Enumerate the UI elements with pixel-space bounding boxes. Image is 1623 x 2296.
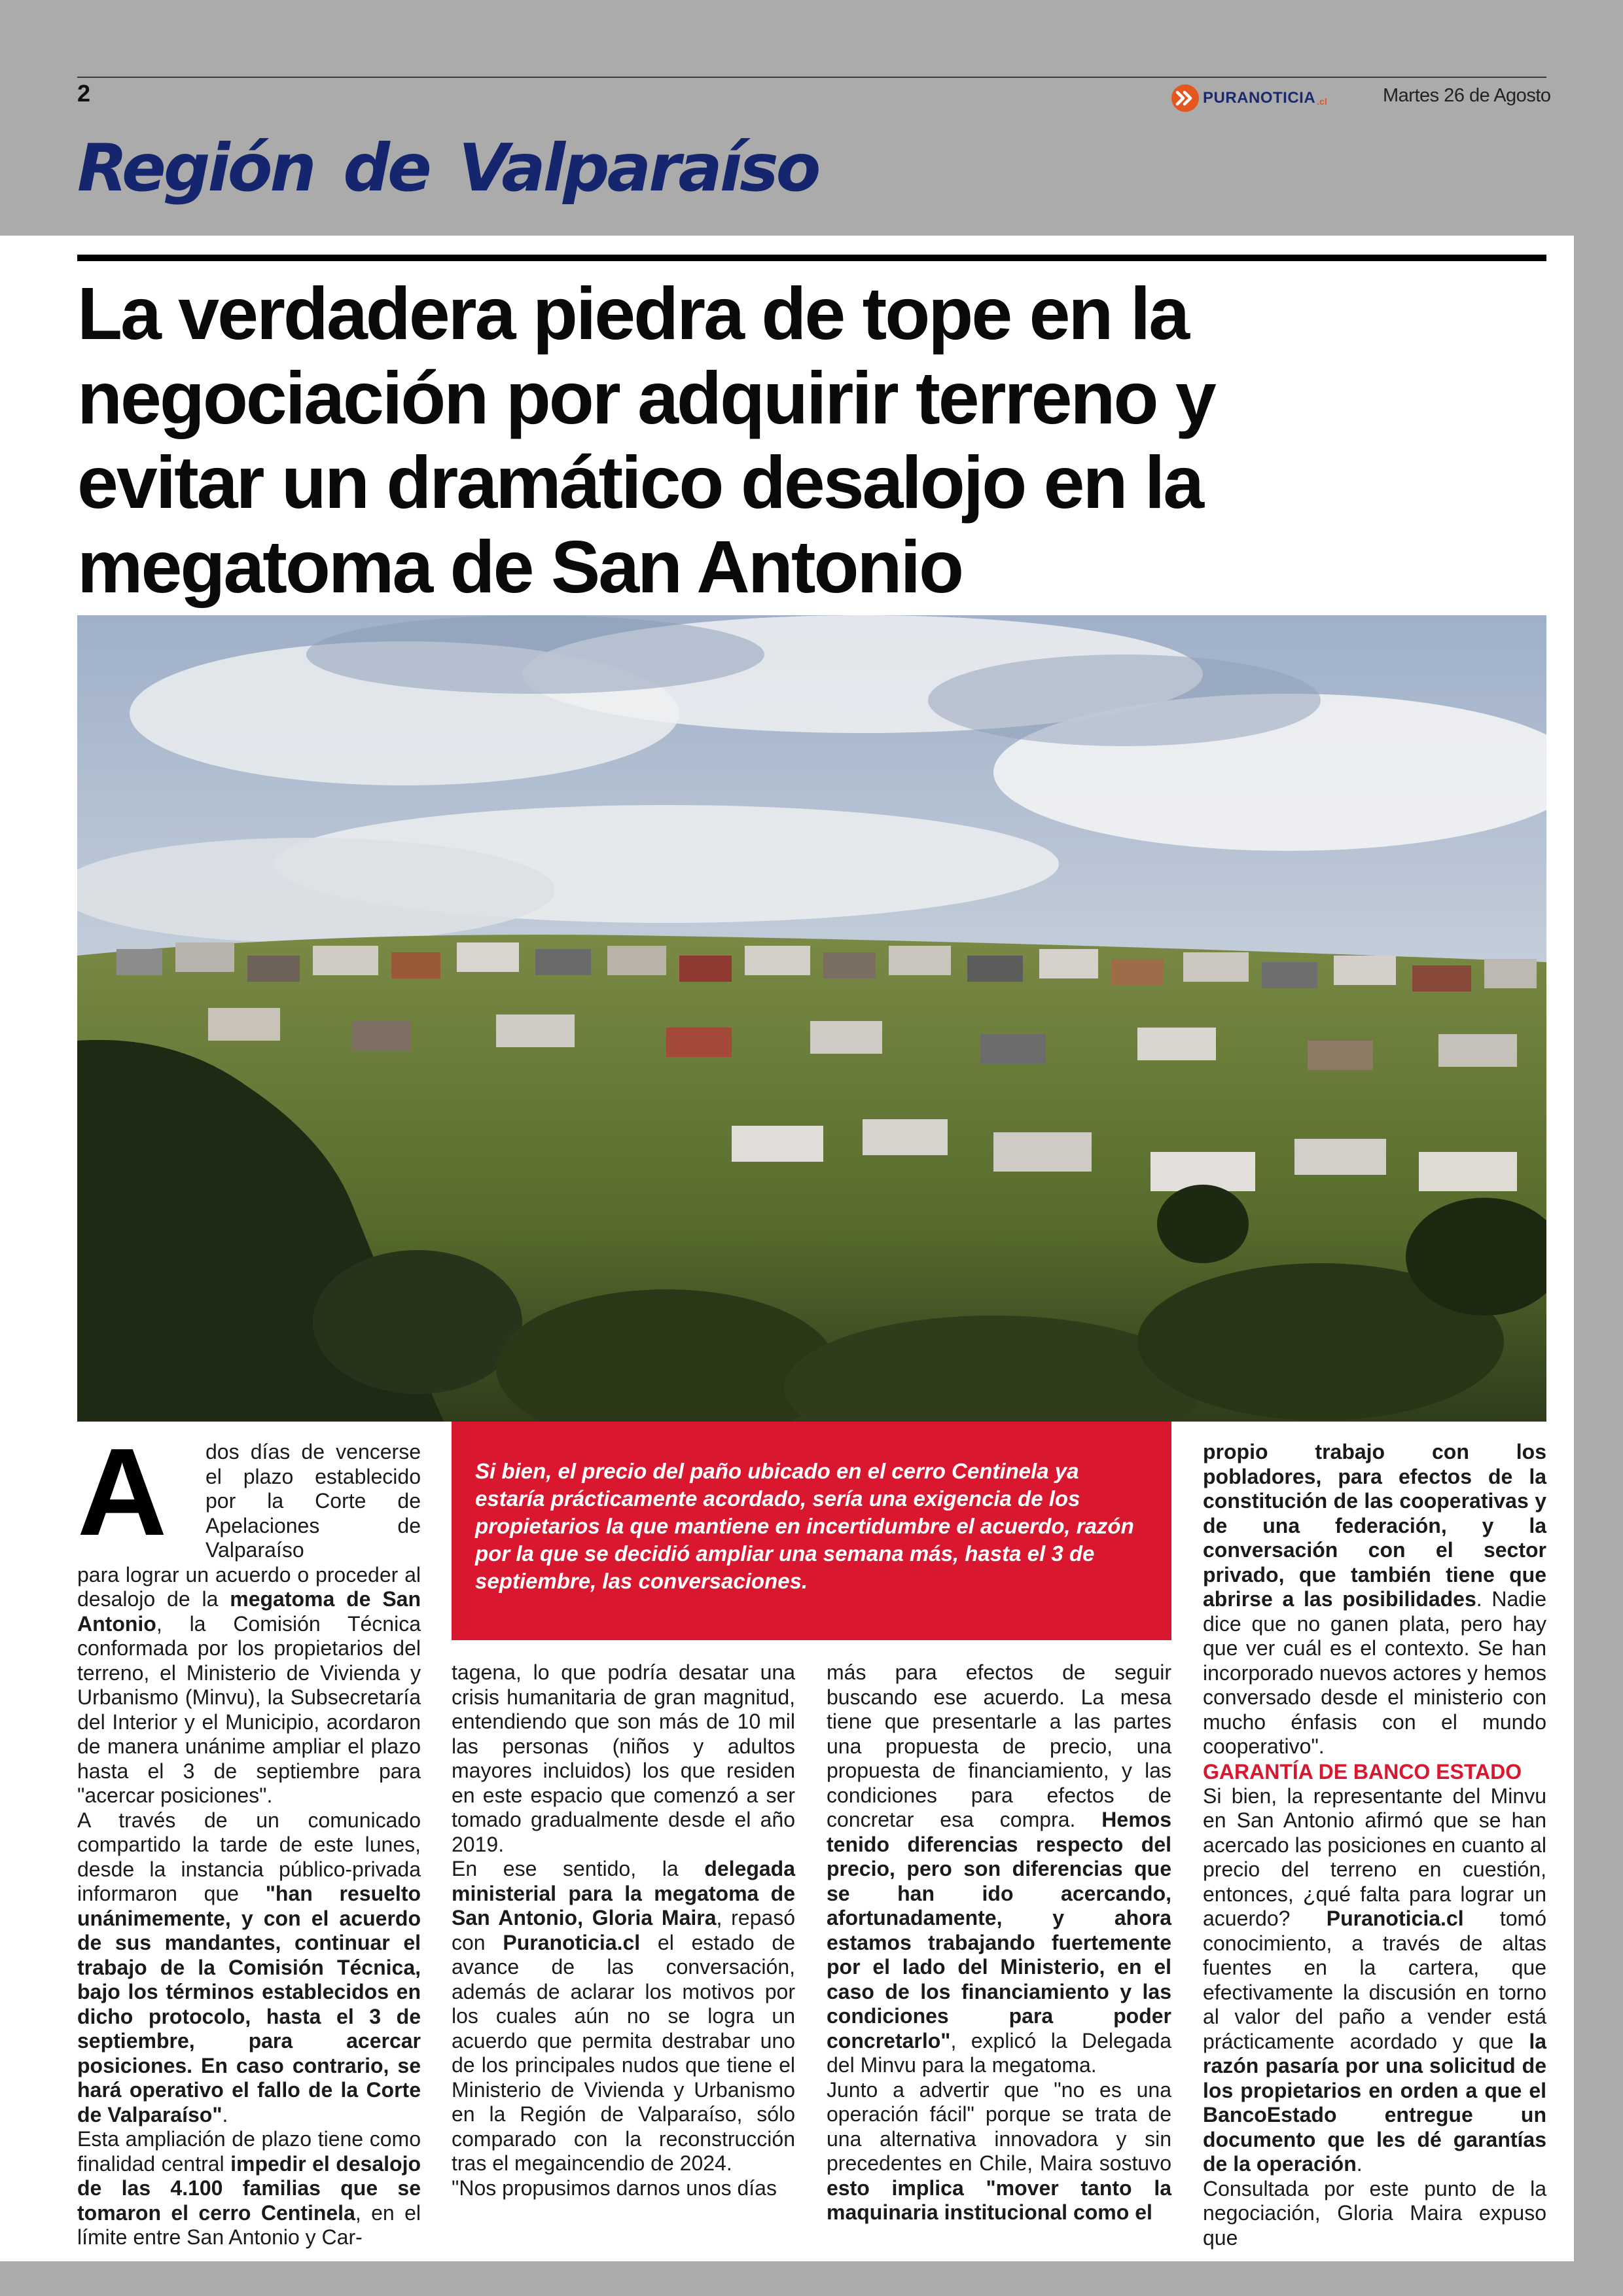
issue-date: Martes 26 de Agosto [1383, 85, 1551, 106]
hillside-settlement-image [77, 615, 1546, 1422]
article-column-1 [77, 1440, 421, 2250]
headline-line: negociación por adquirir terreno y [77, 357, 1215, 439]
body-text: dos días de vencerse el plazo establecido por la Corte de Apelaciones de Valparaíso [205, 1440, 421, 1562]
article-photo [77, 615, 1546, 1422]
header-rule [77, 77, 1546, 78]
body-text: Junto a advertir que "no es una operación fácil" porque se trata de una alternativa innovadora y sin precedentes en Chile, Maira sostuvo esto implica "mover tanto la maquinaria institucional como el [827, 2077, 1171, 2224]
chevron-logo-icon [1171, 84, 1199, 112]
body-text: "Nos propusimos darnos unos días [452, 2176, 777, 2200]
body-text: A través de un comunicado compartido la tarde de este lunes, desde la instancia público-privada informaron que "han resuelto unánimemente, y con el acuerdo de sus mandantes, continuar el trabajo de la Comisión Técnica, bajo los términos establecidos en dicho protocolo, hasta el 3 de septiembre, para acercar posiciones. En caso contrario, se hará operativo el fallo de la Corte de Valparaíso". [77, 1808, 421, 2126]
page-number: 2 [77, 80, 91, 107]
headline-line: evitar un dramático desalojo en la [77, 441, 1203, 524]
body-text: propio trabajo con los pobladores, para efectos de la constitución de las cooperativas y de una federación, y la conversación con el sector privado, que también tiene que abrirse a las posibilidades. Nadie dice que no ganen plata, pero hay que ver cuál es el contexto. Se han incorporado nuevos actores y hemos conversado desde el ministerio con mucho énfasis con el mundo cooperativo". [1203, 1440, 1546, 1758]
article-column-3 [827, 1660, 1171, 2225]
puranoticia-logo [1171, 84, 1327, 113]
body-text: En ese sentido, la delegada ministerial para la megatoma de San Antonio, Gloria Maira, repasó con Puranoticia.cl el estado de avance de las conversación, además de aclarar los motivos por los cuales aún no se logra un acuerdo que permita destrabar uno de los principales nudos que tiene el Ministerio de Vivienda y Urbanismo en la Región de Valparaíso, sólo comparado con la reconstrucción tras el megaincendio de 2024. [452, 1857, 796, 2175]
body-text: para lograr un acuerdo o proceder al desalojo de la megatoma de San Antonio, la Comisión Técnica conformada por los propietarios del terreno, el Ministerio de Vivienda y Urbanismo (Minvu), la Subsecretaría del Interior y el Municipio, acordaron de manera unánime ampliar el plazo hasta el 3 de septiembre para "acercar posiciones". [77, 1562, 421, 1807]
logo-wordmark: PURANOTICIA [1203, 89, 1316, 107]
section-title: Región de Valparaíso [77, 130, 819, 206]
pull-quote-box [452, 1422, 1171, 1640]
article-headline [77, 272, 1546, 609]
headline-line: La verdadera piedra de tope en la [77, 272, 1188, 355]
body-text: más para efectos de seguir buscando ese acuerdo. La mesa tiene que presentarle a las partes una propuesta de precio, una propuesta de financiamiento, y las condiciones para efectos de concretar esa compra. Hemos tenido diferencias respecto del precio, pero son diferencias que se han ido acercando, afortunadamente, y ahora estamos trabajando fuertemente por el lado del Ministerio, en el caso de los financiamiento y las condiciones para poder concretarlo", explicó la Delegada del Minvu para la megatoma. [827, 1660, 1171, 2077]
headline-line: megatoma de San Antonio [77, 526, 962, 608]
subheading: GARANTÍA DE BANCO ESTADO [1203, 1759, 1522, 1784]
body-text: Esta ampliación de plazo tiene como finalidad central impedir el desalojo de las 4.100 familias que se tomaron el cerro Centinela, en el límite entre San Antonio y Car- [77, 2127, 421, 2249]
body-text: tagena, lo que podría desatar una crisis humanitaria de gran magnitud, entendiendo que son más de 10 mil las personas (niños y adultos mayores incluidos) los que residen en este espacio que comenzó a ser tomado gradualmente desde el año 2019. [452, 1660, 795, 1856]
pull-quote: Si bien, el precio del paño ubicado en el cerro Centinela ya estaría prácticamente acordado, sería una exigencia de los propietarios la que mantiene en incertidumbre el acuerdo, razón por la que se decidió ampliar una semana más, hasta el 3 de septiembre, las conversaciones. [475, 1459, 1134, 1593]
headline-rule [77, 255, 1546, 261]
body-text: Si bien, la representante del Minvu en San Antonio afirmó que se han acercado las posiciones en cuanto al precio del terreno en cuestión, entonces, ¿qué falta para lograr un acuerdo? Puranoticia.cl tomó conocimiento, a través de altas fuentes en la cartera, que efectivamente la discusión en torno al valor del paño a vender está prácticamente acordado y que la razón pasaría por una solicitud de los propietarios en orden a que el BancoEstado entregue un documento que les dé garantías de la operación. [1203, 1784, 1547, 2176]
logo-suffix: .cl [1317, 96, 1327, 107]
article-column-4 [1203, 1440, 1546, 2250]
body-text: Consultada por este punto de la negociación, Gloria Maira expuso que [1203, 2176, 1546, 2250]
drop-cap: A [77, 1423, 168, 1562]
article-column-2 [452, 1660, 795, 2200]
